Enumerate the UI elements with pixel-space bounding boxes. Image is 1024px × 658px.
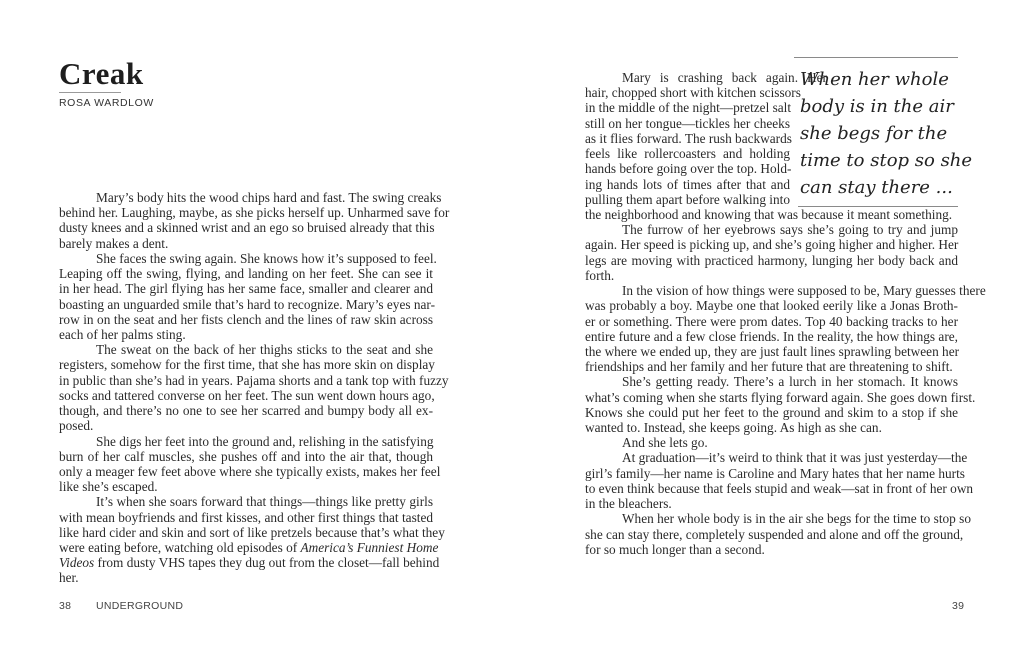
text-line <box>59 540 439 556</box>
paragraph <box>585 374 976 436</box>
text-line: in the bleachers. <box>585 496 672 512</box>
pull-quote-line: can stay there ... <box>800 177 953 198</box>
text-line: in her head. The girl flying has her same face, smaller and clearer and <box>59 281 433 297</box>
pull-quote-line: time to stop so she <box>800 150 973 171</box>
pull-quote-top-rule <box>794 57 958 58</box>
italic-title: Videos <box>59 555 95 571</box>
paragraph <box>585 222 958 283</box>
text-line: girl’s family—her name is Caroline and Mary hates that her name hurts <box>585 465 965 481</box>
running-head: UNDERGROUND <box>96 600 184 612</box>
text-line: row in on the seat and her fists clench and the lines of raw skin across <box>59 311 433 327</box>
paragraph <box>59 250 437 342</box>
text-line: The furrow of her eyebrows says she’s going to try and jump <box>622 222 958 238</box>
text-line: though, and there’s no one to see her scarred and bumpy body all ex- <box>59 403 433 419</box>
text-line: When her whole body is in the air she begs for the time to stop so <box>622 511 971 527</box>
page-number-left: 38 <box>59 600 72 612</box>
text-line: with mean boyfriends and first kisses, and other first things that tasted <box>59 509 433 525</box>
text-line: again. Her speed is picking up, and she’s going higher and higher. Her <box>585 237 959 253</box>
text-line: registers, somehow for the first time, that she has more skin on display <box>59 357 435 373</box>
paragraph <box>59 190 450 251</box>
pull-quote-line: When her whole <box>800 69 949 90</box>
text-line: In the vision of how things were supposed to be, Mary guesses there <box>622 283 986 299</box>
text-line: Knows she could put her feet to the ground and skim to a stop if she <box>585 404 958 420</box>
paragraph <box>59 342 449 434</box>
pull-quote-line: body is in the air <box>800 96 954 117</box>
text-line: what’s coming when she starts flying forward again. She goes down first. <box>585 389 976 405</box>
text-line: legs are moving with practiced harmony, lunging her body back and <box>585 252 958 268</box>
text-line: She digs her feet into the ground and, relishing in the satisfying <box>96 433 434 449</box>
text-line: was probably a boy. Maybe one that looked eerily like a Jonas Broth- <box>585 298 958 314</box>
italic-title: America’s Funniest Home <box>300 540 439 556</box>
text-line: for so much longer than a second. <box>585 541 765 557</box>
right-page-body <box>585 70 986 557</box>
text-line: It’s when she soars forward that things—things like pretty girls <box>96 494 433 510</box>
text-line: friendships and her family and her future that are threatening to shift. <box>585 359 953 375</box>
paragraph <box>59 494 445 586</box>
text-line: dusty knees and a skinned wrist and an ego so bruised already that this <box>59 220 435 236</box>
text-line: Mary’s body hits the wood chips hard and fast. The swing creaks <box>96 190 442 205</box>
paragraph <box>585 283 986 375</box>
text-line: She faces the swing again. She knows how it’s supposed to feel. <box>96 250 437 266</box>
text-line: each of her palms sting. <box>59 326 186 342</box>
text-line: like she’s escaped. <box>59 479 158 495</box>
text-line: only a meager few feet above where she typically exists, makes her feel <box>59 463 441 479</box>
text-line: The sweat on the back of her thighs sticks to the seat and she <box>96 342 433 358</box>
text-line: to even think because that feels stupid and weak—sat in front of her own <box>585 480 974 496</box>
text-line: hair, chopped short with kitchen scissors <box>585 85 801 101</box>
text-line: the where we ended up, they are just fault lines sprawling between her <box>585 343 960 359</box>
author-name: ROSA WARDLOW <box>59 97 154 109</box>
text-line: wanted to. Instead, she keeps going. As high as she can. <box>585 420 882 436</box>
text-line: And she lets go. <box>622 435 708 451</box>
text-line: still on her tongue—tickles her cheeks <box>585 115 790 131</box>
text-line: At graduation—it’s weird to think that it was just yesterday—the <box>622 450 968 466</box>
paragraph <box>59 433 441 495</box>
text-line: hands before going over the top. Hold- <box>585 161 792 177</box>
paragraph <box>585 450 974 512</box>
text-line: forth. <box>585 267 615 283</box>
text-line: entire future and a few close friends. In the reality, the how things are, <box>585 328 958 344</box>
text-line: she can stay there, completely suspended and alone and off the ground, <box>585 526 964 542</box>
text-line: ing hands lots of times after that and <box>585 176 790 192</box>
text-line: posed. <box>59 418 94 434</box>
text-line: socks and tattered converse on her feet. The sun went down hours ago, <box>59 387 435 403</box>
text-line: Mary is crashing back again. Her <box>622 70 827 85</box>
text-line: in public than she’s had in years. Pajama shorts and a tank top with fuzzy <box>59 372 449 388</box>
text-line: as it flies forward. The rush backwards <box>585 130 792 146</box>
paragraph <box>585 435 958 450</box>
text-line: pulling them apart before walking into <box>585 191 790 207</box>
text-line: Leaping off the swing, flying, and landing on her feet. She can see it <box>59 266 433 282</box>
text-line: She’s getting ready. There’s a lurch in her stomach. It knows <box>622 374 958 390</box>
text-line: her. <box>59 570 79 586</box>
text-line: barely makes a dent. <box>59 235 169 251</box>
text-line: boasting an unguarded smile that’s hard to recognize. Mary’s eyes nar- <box>59 296 435 312</box>
text-segment: from dusty VHS tapes they dug out from the closet—fall behind <box>94 555 440 571</box>
text-line: er or something. There were prom dates. Top 40 backing tracks to her <box>585 313 958 329</box>
text-line: feels like rollercoasters and holding <box>585 146 790 162</box>
title-divider <box>59 92 121 93</box>
text-line: behind her. Laughing, maybe, as she picks herself up. Unharmed save for <box>59 205 450 221</box>
text-line: like hard cider and skin and sort of like pretzels because that’s what they <box>59 524 445 540</box>
paragraph <box>585 70 958 222</box>
text-line <box>59 555 440 571</box>
text-line: in the middle of the night—pretzel salt <box>585 100 792 116</box>
text-segment: were eating before, watching old episodes of <box>59 540 301 556</box>
pull-quote-line: she begs for the <box>800 123 948 144</box>
paragraph <box>585 511 971 557</box>
page-number-right: 39 <box>952 600 965 612</box>
story-title: Creak <box>59 56 144 91</box>
text-line: the neighborhood and knowing that was because it meant something. <box>585 206 953 222</box>
left-page-body <box>59 190 450 586</box>
text-line: burn of her calf muscles, she pushes off and into the air that, though <box>59 448 433 464</box>
